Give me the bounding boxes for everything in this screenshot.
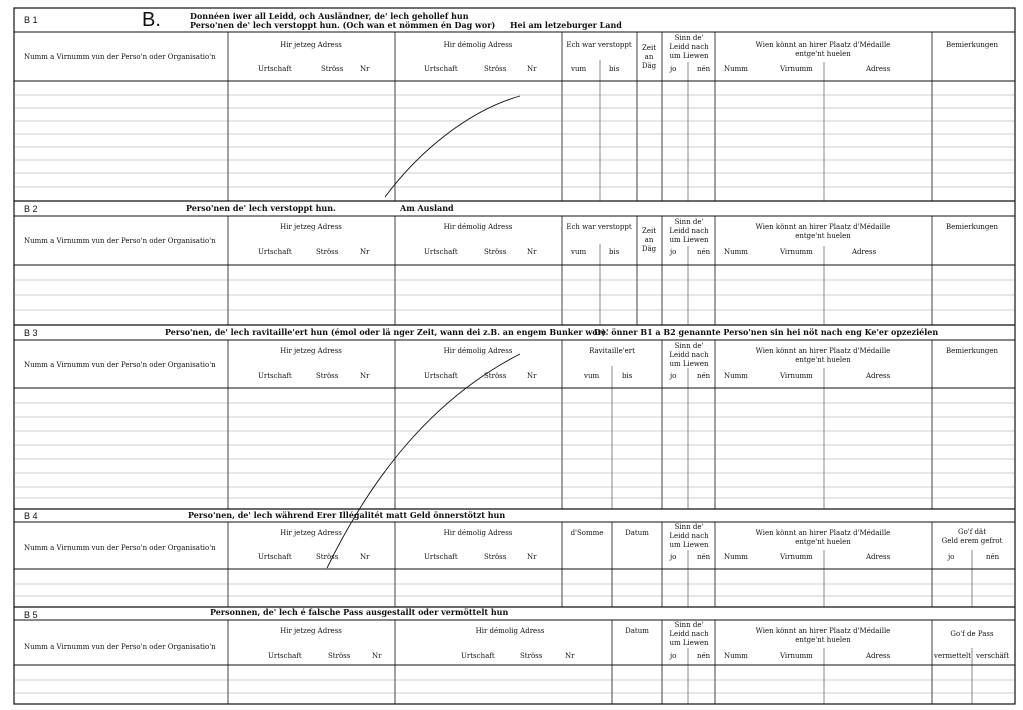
column-header: entge'nt huelen	[795, 538, 851, 546]
column-header: Virnumm	[780, 248, 813, 256]
column-header: Sinn de'	[674, 523, 704, 531]
column-header: um Liewen	[669, 639, 709, 647]
column-header: Sinn de'	[674, 34, 704, 42]
column-header: bis	[622, 372, 633, 380]
column-header: Numm a Virnumm vun der Perso'n oder Organisatio'n	[24, 643, 216, 651]
form-letter: B.	[142, 9, 161, 31]
section-code: B 5	[24, 610, 38, 620]
column-header: Nr	[527, 248, 537, 256]
column-header: jo	[670, 553, 677, 561]
section-code: B 4	[24, 511, 38, 521]
column-header: bis	[609, 65, 620, 73]
column-header: Ströss	[316, 372, 339, 380]
section-title: Perso'nen, de' lech während Erer Illégalitét matt Geld önnerstötzt hun	[188, 510, 506, 520]
column-header: entge'nt huelen	[795, 356, 851, 364]
column-header: entge'nt huelen	[795, 50, 851, 58]
cancel-stroke	[385, 96, 520, 197]
column-header: Nr	[527, 372, 537, 380]
column-header: Virnumm	[780, 553, 813, 561]
column-header: Bemierkungen	[945, 41, 999, 49]
column-header: Ströss	[520, 652, 543, 660]
column-header: bis	[609, 248, 620, 256]
column-header: Däg	[641, 245, 657, 253]
section-title: Personnen, de' lech é falsche Pass ausgestallt oder vermöttelt hun	[210, 607, 509, 617]
column-header: Urtschaft	[258, 553, 292, 561]
column-header: Urtschaft	[424, 65, 458, 73]
column-header: Ströss	[484, 372, 507, 380]
column-header: Adress	[852, 248, 877, 256]
column-header: Nr	[527, 65, 537, 73]
section-title: Perso'nen, de' lech ravitaille'ert hun (émol oder lä nger Zeit, wann dei z.B. an engem Bunker wor).	[165, 327, 609, 337]
column-header: Hir jetzeg Adress	[280, 223, 342, 231]
column-header: jo	[670, 248, 677, 256]
column-header: Urtschaft	[461, 652, 495, 660]
section-code: B 1	[24, 15, 38, 25]
column-header: Hir jetzeg Adress	[280, 627, 342, 635]
column-header: Go'f dät	[957, 528, 987, 536]
column-header: Numm a Virnumm vun der Perso'n oder Organisatio'n	[24, 544, 216, 552]
column-header: Hir jetzeg Adress	[280, 41, 342, 49]
column-header: Hir démolig Adress	[475, 627, 545, 635]
column-header: Adress	[866, 65, 891, 73]
column-header: Wien könnt an hirer Plaatz d'Médaille	[755, 627, 891, 635]
column-header: Hir démolig Adress	[443, 41, 513, 49]
column-header: vermettelt	[934, 652, 972, 660]
section-title: Donnéen iwer all Leidd, och Ausländner, de' lech gehollef hun	[190, 11, 469, 21]
column-header: verschäft	[976, 652, 1010, 660]
column-header: Nr	[527, 553, 537, 561]
column-header: Numm	[724, 553, 748, 561]
column-header: Urtschaft	[424, 372, 458, 380]
column-header: jo	[948, 553, 955, 561]
column-header: Adress	[866, 372, 891, 380]
column-header: Leidd nach	[669, 43, 709, 51]
column-header: Nr	[360, 248, 370, 256]
column-header: Bemierkungen	[945, 223, 999, 231]
column-header: Ströss	[484, 553, 507, 561]
column-header: Urtschaft	[424, 248, 458, 256]
column-header: Nr	[360, 65, 370, 73]
column-header: Go'f de Pass	[950, 630, 994, 638]
column-header: Hir démolig Adress	[443, 347, 513, 355]
column-header: nén	[697, 652, 711, 660]
column-header: Urtschaft	[268, 652, 302, 660]
column-header: Virnumm	[780, 652, 813, 660]
column-header: Ströss	[316, 553, 339, 561]
column-header: Leidd nach	[669, 532, 709, 540]
column-header: Adress	[866, 652, 891, 660]
column-header: entge'nt huelen	[795, 232, 851, 240]
column-header: Hir démolig Adress	[443, 529, 513, 537]
column-header: Numm a Virnumm vun der Perso'n oder Organisatio'n	[24, 361, 216, 369]
column-header: an	[644, 236, 654, 244]
column-header: um Liewen	[669, 52, 709, 60]
column-header: jo	[670, 372, 677, 380]
column-header: Datum	[625, 529, 649, 537]
column-header: Urtschaft	[258, 65, 292, 73]
column-header: um Liewen	[669, 236, 709, 244]
column-header: Bemierkungen	[945, 347, 999, 355]
column-header: Wien könnt an hirer Plaatz d'Médaille	[755, 529, 891, 537]
column-header: Hir démolig Adress	[443, 223, 513, 231]
column-header: um Liewen	[669, 541, 709, 549]
column-header: vum	[571, 248, 587, 256]
column-header: Virnumm	[780, 372, 813, 380]
column-header: Wien könnt an hirer Plaatz d'Médaille	[755, 223, 891, 231]
column-header: Ech war verstoppt	[566, 223, 632, 231]
column-header: vum	[584, 372, 600, 380]
column-header: nén	[697, 553, 711, 561]
column-header: Urtschaft	[424, 553, 458, 561]
column-header: Zeit	[641, 44, 657, 52]
column-header: Geld erem gefrot	[941, 537, 1003, 545]
column-header: Nr	[372, 652, 382, 660]
column-header: Hir jetzeg Adress	[280, 347, 342, 355]
column-header: Leidd nach	[669, 351, 709, 359]
section-code: B 3	[24, 328, 38, 338]
column-header: Leidd nach	[669, 630, 709, 638]
section-code: B 2	[24, 204, 38, 214]
column-header: Numm a Virnumm vun der Perso'n oder Organisatio'n	[24, 237, 216, 245]
column-header: Wien könnt an hirer Plaatz d'Médaille	[755, 41, 891, 49]
column-header: nén	[697, 65, 711, 73]
column-header: Ravitaille'ert	[589, 347, 635, 355]
column-header: Numm	[724, 652, 748, 660]
column-header: Wien könnt an hirer Plaatz d'Médaille	[755, 347, 891, 355]
column-header: Datum	[625, 627, 649, 635]
column-header: Däg	[641, 62, 657, 70]
column-header: Leidd nach	[669, 227, 709, 235]
section-title-suffix: Am Ausland	[400, 203, 454, 213]
column-header: Nr	[360, 372, 370, 380]
column-header: nén	[986, 553, 1000, 561]
column-header: Numm	[724, 65, 748, 73]
column-header: Numm	[724, 372, 748, 380]
column-header: d'Somme	[570, 529, 604, 537]
column-header: Ströss	[316, 248, 339, 256]
section-title-suffix: Hei am letzeburger Land	[510, 20, 622, 30]
column-header: Sinn de'	[674, 621, 704, 629]
column-header: jo	[670, 652, 677, 660]
column-header: Sinn de'	[674, 218, 704, 226]
column-header: Ströss	[484, 248, 507, 256]
column-header: jo	[670, 65, 677, 73]
section-title: Perso'nen de' lech verstoppt hun.	[186, 203, 336, 213]
column-header: Hir jetzeg Adress	[280, 529, 342, 537]
column-header: Nr	[360, 553, 370, 561]
column-header: Zeit	[641, 227, 657, 235]
column-header: Ströss	[321, 65, 344, 73]
column-header: entge'nt huelen	[795, 636, 851, 644]
column-header: Ech war verstoppt	[566, 41, 632, 49]
section-title: Perso'nen de' lech verstoppt hun. (Och wan et nömmen én Dag wor)	[190, 20, 496, 30]
column-header: Adress	[866, 553, 891, 561]
column-header: Sinn de'	[674, 342, 704, 350]
column-header: Numm	[724, 248, 748, 256]
column-header: Nr	[565, 652, 575, 660]
column-header: Urtschaft	[258, 372, 292, 380]
column-header: an	[644, 53, 654, 61]
column-header: Urtschaft	[258, 248, 292, 256]
column-header: um Liewen	[669, 360, 709, 368]
section-title-suffix: De' önner B1 a B2 genannte Perso'nen sin hei nöt nach eng Ke'er opzeziélen	[594, 327, 939, 337]
column-header: Numm a Virnumm vun der Perso'n oder Organisatio'n	[24, 53, 216, 61]
column-header: vum	[571, 65, 587, 73]
column-header: nén	[697, 372, 711, 380]
column-header: Ströss	[484, 65, 507, 73]
column-header: nén	[697, 248, 711, 256]
column-header: Virnumm	[780, 65, 813, 73]
column-header: Ströss	[328, 652, 351, 660]
